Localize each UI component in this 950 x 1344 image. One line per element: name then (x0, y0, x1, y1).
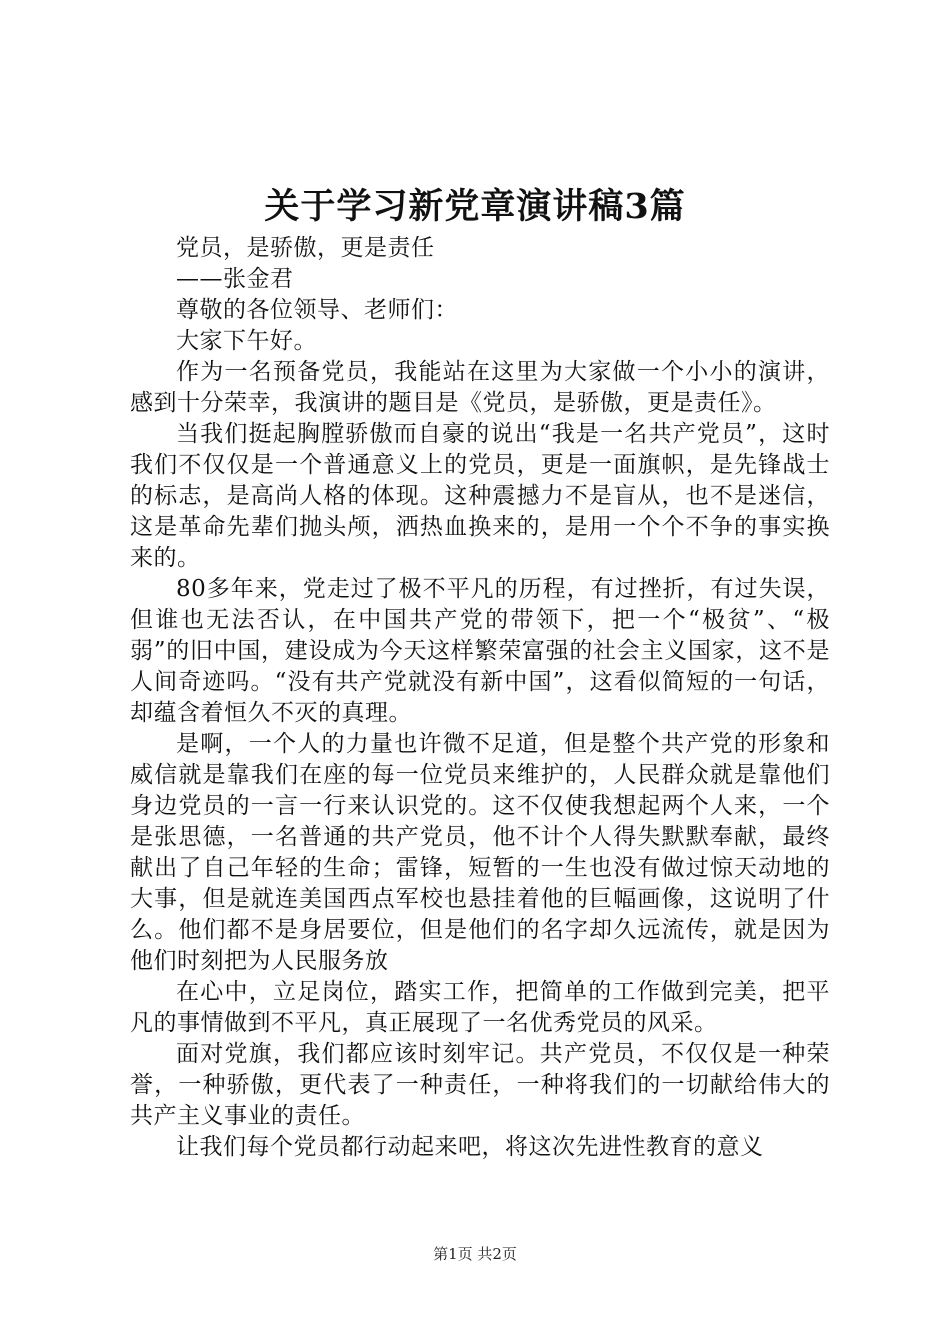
salutation: 尊敬的各位领导、老师们： (176, 297, 458, 323)
body-paragraph: 让我们每个党员都行动起来吧，将这次先进性教育的意义 (176, 1134, 764, 1160)
page-footer: 第1页 共2页 (433, 1245, 517, 1263)
author-line: ——张金君 (176, 266, 294, 292)
body-paragraph: 面对党旗，我们都应该时刻牢记。共产党员，不仅仅是一种荣誉，一种骄傲，更代表了一种责任，一种将我们的一切献给伟大的共产主义事业的责任。 (130, 1041, 830, 1129)
document-title: 关于学习新党章演讲稿3篇 (264, 186, 686, 227)
body-paragraph: 是啊，一个人的力量也许微不足道，但是整个共产党的形象和威信就是靠我们在座的每一位党员来维护的，人民群众就是靠他们身边党员的一言一行来认识党的。这不仅使我想起两个人来，一个是张思德，一名普通的共产党员，他不计个人得失默默奉献，最终献出了自己年轻的生命；雷锋，短暂的一生也没有做过惊天动地的大事，但是就连美国西点军校也悬挂着他的巨幅画像，这说明了什么。他们都不是身居要位，但是他们的名字却久远流传，就是因为他们时刻把为人民服务放 (130, 731, 830, 974)
document-body (130, 233, 830, 1163)
body-paragraph: 当我们挺起胸膛骄傲而自豪的说出“我是一名共产党员”，这时我们不仅仅是一个普通意义上的党员，更是一面旗帜，是先锋战士的标志，是高尚人格的体现。这种震撼力不是盲从，也不是迷信，这是革命先辈们抛头颅，洒热血换来的，是用一个个不争的事实换来的。 (130, 421, 830, 571)
body-paragraph: 作为一名预备党员，我能站在这里为大家做一个小小的演讲，感到十分荣幸，我演讲的题目是《党员，是骄傲，更是责任》。 (130, 359, 830, 416)
greeting: 大家下午好。 (176, 328, 317, 354)
body-paragraph: 在心中，立足岗位，踏实工作，把简单的工作做到完美，把平凡的事情做到不平凡，真正展现了一名优秀党员的风采。 (130, 979, 830, 1036)
speech-subtitle: 党员，是骄傲，更是责任 (176, 235, 435, 261)
body-paragraph: 80多年来，党走过了极不平凡的历程，有过挫折，有过失误，但谁也无法否认，在中国共产党的带领下，把一个“极贫”、“极弱”的旧中国，建设成为今天这样繁荣富强的社会主义国家，这不是人间奇迹吗。“没有共产党就没有新中国”，这看似简短的一句话，却蕴含着恒久不灭的真理。 (130, 576, 830, 726)
